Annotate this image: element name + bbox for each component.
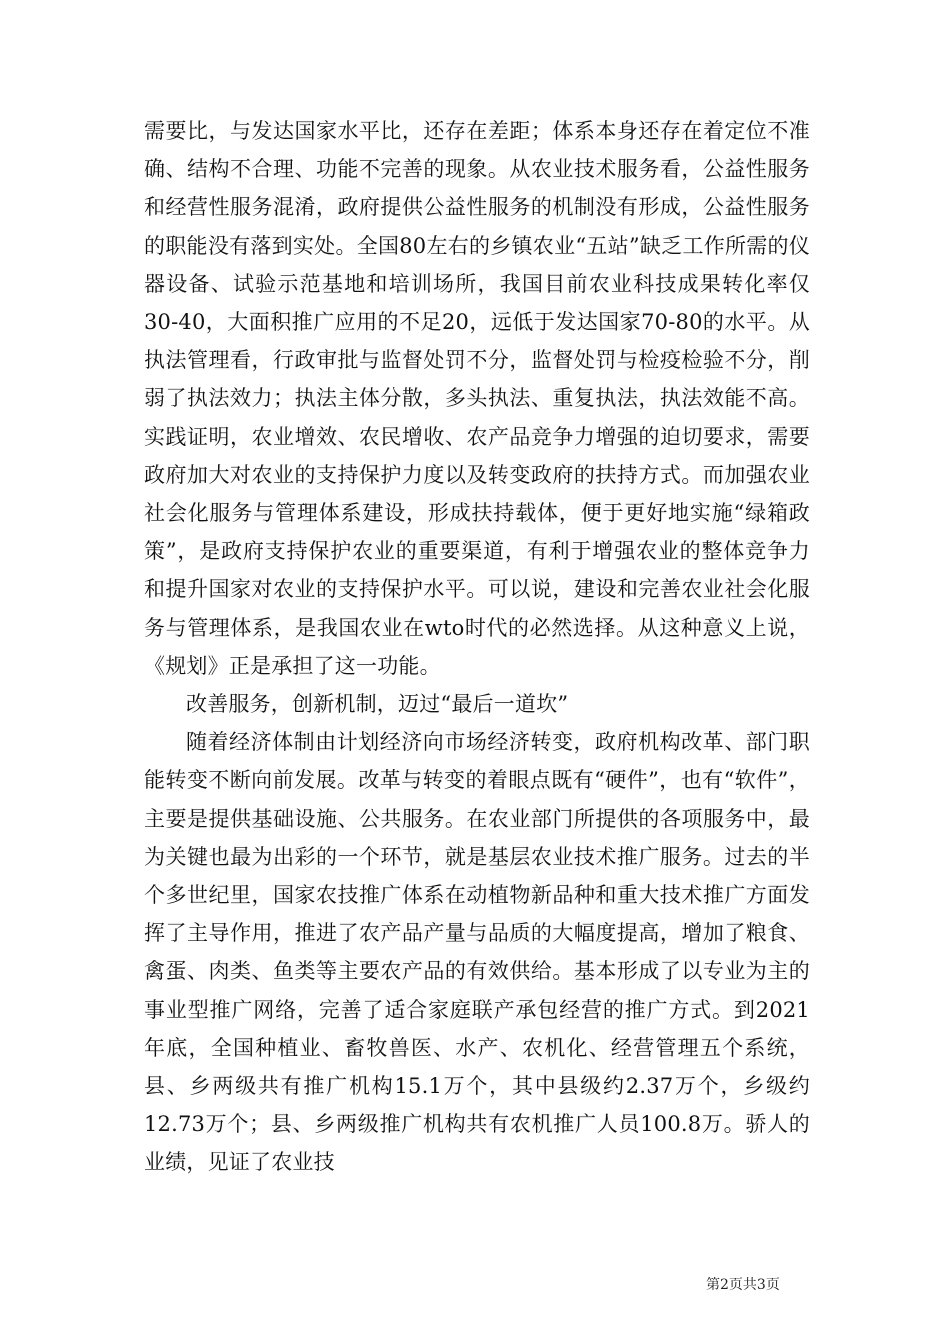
paragraph: 随着经济体制由计划经济向市场经济转变，政府机构改革、部门职能转变不断向前发展。改革与转变的着眼点既有“硬件”，也有“软件”，主要是提供基础设施、公共服务。在农业部门所提供的各项服务中，最为关键也最为出彩的一个环节，就是基层农业技术推广服务。过去的半个多世纪里，国家农技推广体系在动植物新品种和重大技术推广方面发挥了主导作用，推进了农产品产量与品质的大幅度提高，增加了粮食、禽蛋、肉类、鱼类等主要农产品的有效供给。基本形成了以专业为主的事业型推广网络，完善了适合家庭联产承包经营的推广方式。到2021年底，全国种植业、畜牧兽医、水产、农机化、经营管理五个系统，县、乡两级共有推广机构15.1万个，其中县级约2.37万个，乡级约12.73万个；县、乡两级推广机构共有农机推广人员100.8万。骄人的业绩，见证了农业技 <box>144 730 810 1175</box>
section-heading: 改善服务，创新机制，迈过“最后一道坎” <box>186 692 569 717</box>
paragraph-continuation: 需要比，与发达国家水平比，还存在差距；体系本身还存在着定位不准确、结构不合理、功能不完善的现象。从农业技术服务看，公益性服务和经营性服务混淆，政府提供公益性服务的机制没有形成，公益性服务的职能没有落到实处。全国80左右的乡镇农业“五站”缺乏工作所需的仪器设备、试验示范基地和培训场所，我国目前农业科技成果转化率仅30-40，大面积推广应用的不足20，远低于发达国家70-80的水平。从执法管理看，行政审批与监督处罚不分，监督处罚与检疫检验不分，削弱了执法效力；执法主体分散，多头执法、重复执法，执法效能不高。实践证明，农业增效、农民增收、农产品竞争力增强的迫切要求，需要政府加大对农业的支持保护力度以及转变政府的扶持方式。而加强农业社会化服务与管理体系建设，形成扶持载体，便于更好地实施“绿箱政策”，是政府支持保护农业的重要渠道，有利于增强农业的整体竞争力和提升国家对农业的支持保护水平。可以说，建设和完善农业社会化服务与管理体系，是我国农业在wto时代的必然选择。从这种意义上说，《规划》正是承担了这一功能。 <box>144 119 810 678</box>
page-number: 第2页共3页 <box>706 1277 780 1293</box>
document-body <box>144 112 810 1182</box>
